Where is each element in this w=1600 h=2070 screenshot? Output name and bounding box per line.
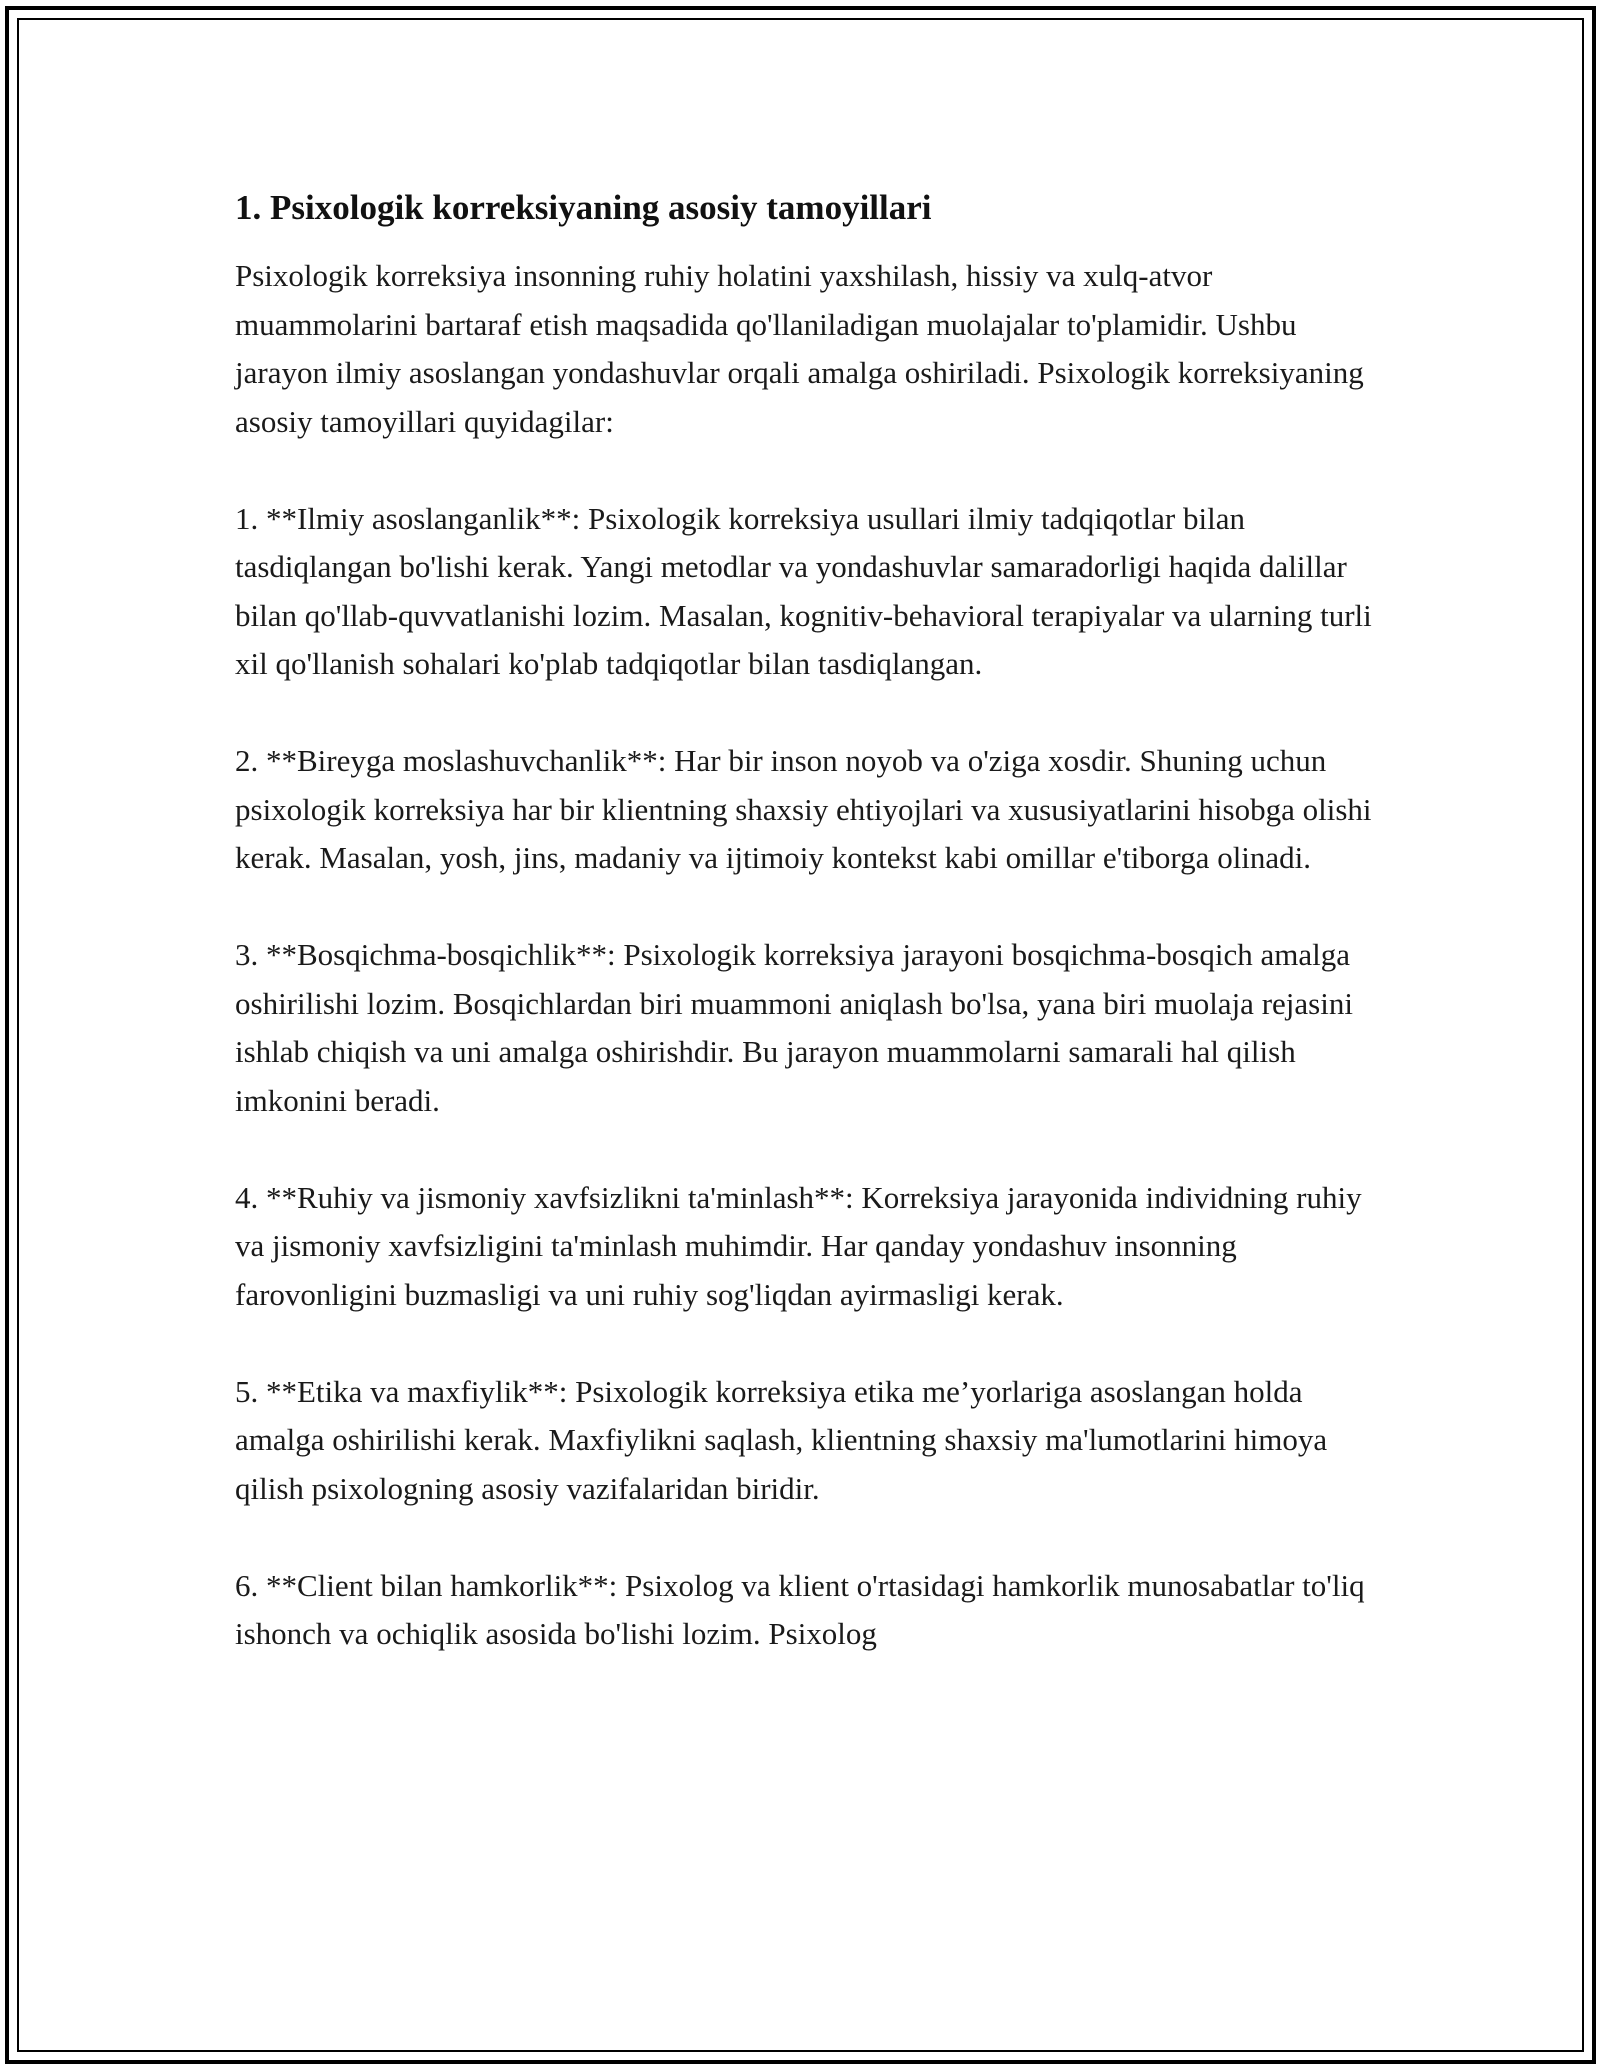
principle-2-paragraph: 2. **Bireyga moslashuvchanlik**: Har bir inson noyob va o'ziga xosdir. Shuning uchun psixologik korreksiya har bir klientning shaxsiy ehtiyojlari va xususiyatlarini hisobga olishi kerak. Masalan, yosh, jins, madaniy va ijtimoiy kontekst kabi omillar e'tiborga olinadi. xyxy=(235,743,1372,875)
section-heading: 1. Psixologik korreksiyaning asosiy tamoyillari xyxy=(235,188,932,227)
principle-3-paragraph: 3. **Bosqichma-bosqichlik**: Psixologik korreksiya jarayoni bosqichma-bosqich amalga oshirilishi lozim. Bosqichlardan biri muammoni aniqlash bo'lsa, yana biri muolaja rejasini ishlab chiqish va uni amalga oshirishdir. Bu jarayon muammolarni samarali hal qilish imkonini beradi. xyxy=(235,937,1353,1118)
principle-5-paragraph: 5. **Etika va maxfiylik**: Psixologik korreksiya etika me’yorlariga asoslangan holda amalga oshirilishi kerak. Maxfiylikni saqlash, klientning shaxsiy ma'lumotlarini himoya qilish psixologning asosiy vazifalaridan biridir. xyxy=(235,1373,1328,1506)
principle-1-paragraph: 1. **Ilmiy asoslanganlik**: Psixologik korreksiya usullari ilmiy tadqiqotlar bilan tasdiqlangan bo'lishi kerak. Yangi metodlar va yondashuvlar samaradorligi haqida dalillar bilan qo'llab-quvvatlanishi lozim. Masalan, kognitiv-behavioral terapiyalar va ularning turli xil qo'llanish sohalari ko'plab tadqiqotlar bilan tasdiqlangan. xyxy=(235,500,1372,681)
intro-paragraph: Psixologik korreksiya insonning ruhiy holatini yaxshilash, hissiy va xulq-atvor muammolarini bartaraf etish maqsadida qo'llaniladigan muolajalar to'plamidir. Ushbu jarayon ilmiy asoslangan yondashuvlar orqali amalga oshiriladi. Psixologik korreksiyaning asosiy tamoyillari quyidagilar: xyxy=(235,258,1364,439)
document-body xyxy=(235,186,1375,1659)
principle-4-paragraph: 4. **Ruhiy va jismoniy xavfsizlikni ta'minlash**: Korreksiya jarayonida individning ruhiy va jismoniy xavfsizligini ta'minlash muhimdir. Har qanday yondashuv insonning farovonligini buzmasligi va uni ruhiy sog'liqdan ayirmasligi kerak. xyxy=(235,1179,1362,1312)
principle-6-paragraph: 6. **Client bilan hamkorlik**: Psixolog va klient o'rtasidagi hamkorlik munosabatlar to'liq ishonch va ochiqlik asosida bo'lishi lozim. Psixolog xyxy=(235,1567,1365,1651)
